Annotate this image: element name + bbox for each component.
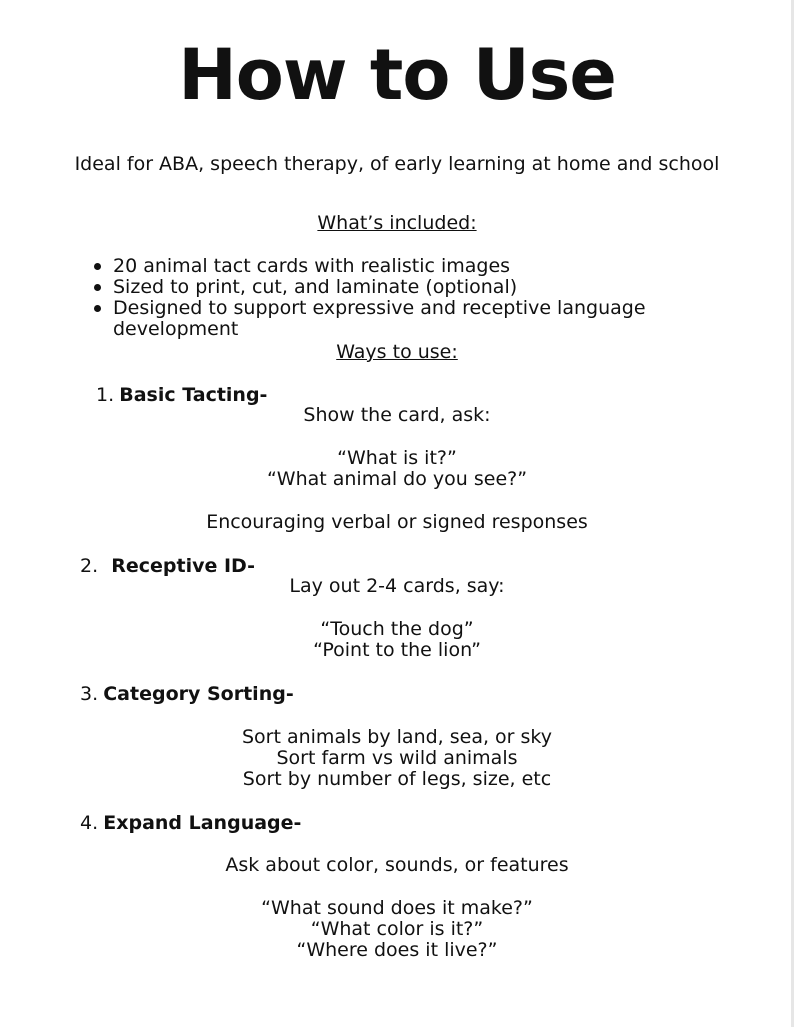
section-line: “Touch the dog” bbox=[320, 618, 474, 640]
section-line: “What animal do you see?” bbox=[266, 468, 528, 490]
page-title: How to Use bbox=[178, 34, 616, 116]
section-number: 3. bbox=[80, 683, 99, 705]
section-line: “Point to the lion” bbox=[313, 639, 481, 661]
section-1-header bbox=[96, 384, 267, 406]
section-number: 1. bbox=[96, 384, 115, 406]
section-4-header bbox=[80, 812, 301, 834]
list-item: Designed to support expressive and receptive language bbox=[94, 298, 646, 319]
page-subtitle: Ideal for ABA, speech therapy, of early learning at home and school bbox=[74, 153, 720, 175]
section-line: Ask about color, sounds, or features bbox=[225, 854, 569, 876]
section-3-header bbox=[80, 683, 294, 705]
included-list bbox=[94, 256, 646, 340]
section-line: Show the card, ask: bbox=[303, 404, 491, 426]
section-line: Encouraging verbal or signed responses bbox=[206, 511, 588, 533]
ways-heading: Ways to use: bbox=[336, 341, 458, 363]
list-item: 20 animal tact cards with realistic images bbox=[94, 256, 646, 277]
section-line: Sort by number of legs, size, etc bbox=[242, 768, 552, 790]
section-line: “Where does it live?” bbox=[296, 939, 498, 961]
section-heading: Expand Language- bbox=[103, 812, 302, 834]
section-line: Sort animals by land, sea, or sky bbox=[241, 726, 553, 748]
section-heading: Receptive ID- bbox=[111, 555, 256, 577]
section-heading: Basic Tacting- bbox=[119, 384, 268, 406]
list-item: Sized to print, cut, and laminate (optional) bbox=[94, 277, 646, 298]
section-line: Lay out 2-4 cards, say: bbox=[289, 575, 505, 597]
section-line: “What is it?” bbox=[337, 447, 457, 469]
section-number: 2. bbox=[80, 555, 99, 577]
section-line: “What sound does it make?” bbox=[261, 897, 533, 919]
section-line: “What color is it?” bbox=[310, 918, 484, 940]
list-item-continuation: development bbox=[113, 318, 239, 340]
section-heading: Category Sorting- bbox=[103, 683, 294, 705]
included-heading: What’s included: bbox=[317, 212, 477, 234]
section-line: Sort farm vs wild animals bbox=[276, 747, 518, 769]
section-number: 4. bbox=[80, 812, 99, 834]
section-2-header bbox=[80, 555, 255, 577]
